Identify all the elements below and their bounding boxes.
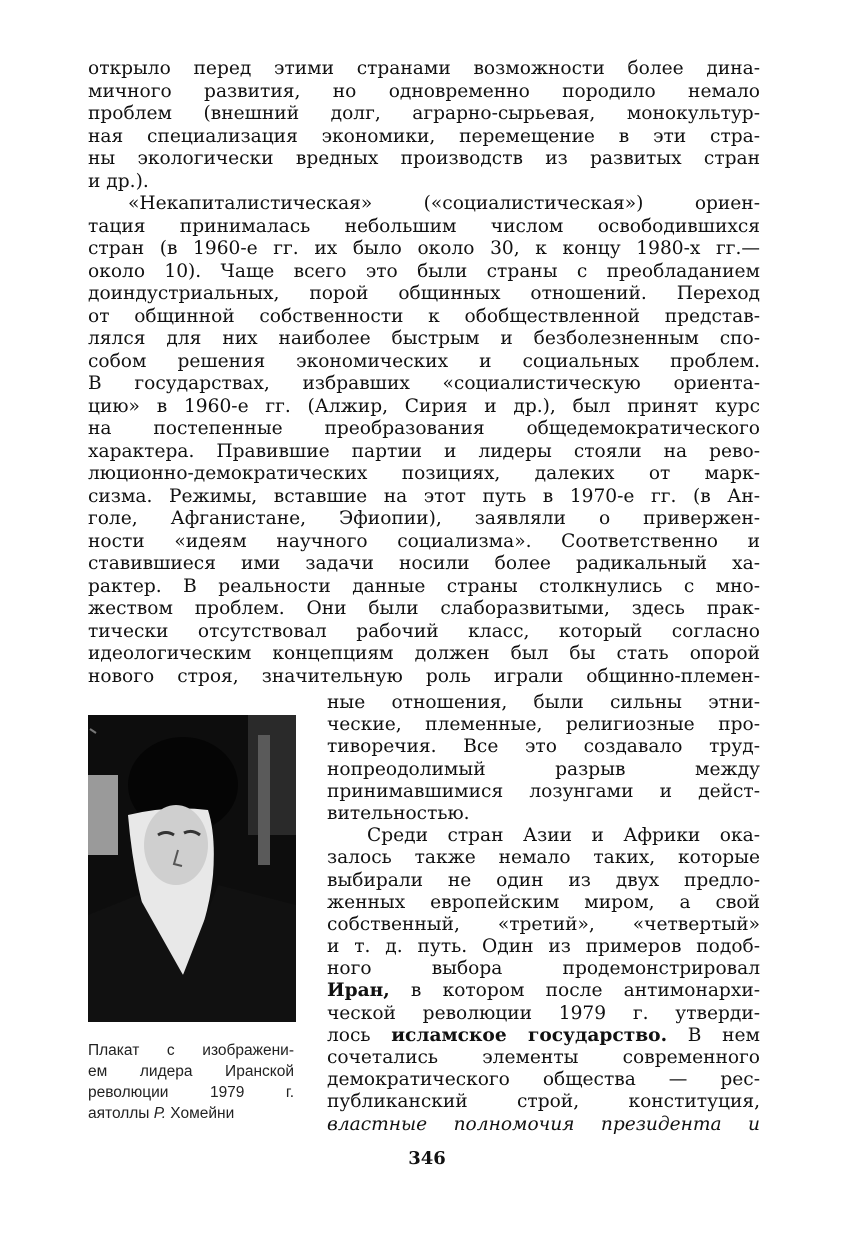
text-segment: сочетались элементы современного	[327, 1047, 760, 1068]
text-segment: собом решения экономических и социальных проблем.	[88, 350, 760, 372]
text-line	[327, 870, 760, 892]
text-segment: ности «идеям научного социализма». Соответственно и	[88, 530, 760, 552]
text-segment: люционно-демократических позициях, далеких от марк-	[88, 463, 760, 484]
text-segment: Среди стран Азии и Африки ока-	[367, 825, 760, 847]
page-number: 346	[408, 1148, 446, 1169]
text-line	[327, 892, 760, 914]
text-segment: ем лидера Иранской	[88, 1063, 294, 1080]
text-segment: вительностью.	[327, 802, 470, 824]
text-segment: ставившиеся ими задачи носили более радикальный ха-	[88, 553, 760, 574]
text-line	[88, 306, 760, 329]
text-segment: стран (в 1960-е гг. их было около 30, к концу 1980-х гг.—	[88, 238, 760, 259]
text-line	[88, 1082, 294, 1103]
text-line	[88, 58, 760, 81]
text-segment: революции 1979 г.	[88, 1084, 294, 1101]
text-line	[327, 1025, 760, 1047]
text-line	[327, 803, 760, 825]
text-segment: залось также немало таких, которые	[327, 847, 760, 869]
text-line	[327, 958, 760, 980]
text-segment: нового строя, значительную роль играли общинно-племен-	[88, 665, 760, 687]
text-line	[88, 373, 760, 396]
text-segment: демократического общества — рес-	[327, 1069, 760, 1091]
text-line	[88, 103, 760, 126]
text-line	[88, 463, 760, 486]
text-line	[88, 328, 760, 351]
text-segment: характера. Правившие партии и лидеры стояли на рево-	[88, 440, 760, 462]
text-line	[327, 1047, 760, 1069]
text-segment: Плакат с изображени-	[88, 1042, 294, 1059]
text-segment: и др.).	[88, 170, 149, 192]
text-segment: ны экологически вредных производств из развитых стран	[88, 148, 760, 169]
text-segment: рактер. В реальности данные страны столкнулись с мно-	[88, 575, 760, 597]
text-line	[88, 486, 760, 509]
text-segment: «Некапиталистическая» («социалистическая») ориен-	[128, 193, 760, 214]
text-line	[327, 759, 760, 781]
text-line	[327, 980, 760, 1002]
text-segment: ческие, племенные, религиозные про-	[327, 714, 760, 736]
text-segment: доиндустриальных, порой общинных отношений. Переход	[88, 283, 760, 304]
text-line	[327, 936, 760, 958]
text-line	[88, 1040, 294, 1061]
text-line	[88, 238, 760, 261]
text-line	[327, 1114, 760, 1136]
text-segment: В государствах, избравших «социалистическую ориента-	[88, 373, 760, 394]
text-segment: и т. д. путь. Один из примеров подоб-	[327, 936, 760, 958]
text-segment: тация принималась небольшим числом освободившихся	[88, 215, 760, 237]
portrait-image	[88, 715, 296, 1022]
text-segment: выбирали не один из двух предло-	[327, 869, 760, 891]
text-line	[88, 81, 760, 104]
text-segment: Хомейни	[166, 1105, 235, 1122]
text-segment: около 10). Чаще всего это были страны с преобладанием	[88, 260, 760, 282]
text-line	[327, 914, 760, 936]
text-line	[88, 553, 760, 576]
text-segment: проблем (внешний долг, аграрно-сырьевая, монокультур-	[88, 103, 760, 124]
text-segment: лялся для них наиболее быстрым и безболезненным спо-	[88, 328, 760, 349]
text-segment: на постепенные преобразования общедемократического	[88, 418, 760, 439]
bold-term: Иран,	[327, 980, 390, 1002]
text-segment: от общинной собственности к обобществленной представ-	[88, 305, 760, 327]
main-text-column	[88, 58, 760, 688]
text-segment: тически отсутствовал рабочий класс, который согласно	[88, 620, 760, 642]
italic-text: властные полномочия президента и	[327, 1113, 760, 1135]
text-segment: собственный, «третий», «четвертый»	[327, 913, 760, 935]
text-segment: В нем	[667, 1024, 760, 1046]
text-line	[88, 576, 760, 599]
text-segment: ная специализация экономики, перемещение в эти стра-	[88, 125, 760, 147]
text-segment: цию» в 1960-е гг. (Алжир, Сирия и др.), был принят курс	[88, 395, 760, 417]
text-line	[88, 531, 760, 554]
text-segment: тиворечия. Все это создавало труд-	[327, 736, 760, 758]
italic-text: Р.	[153, 1105, 166, 1122]
bold-term: исламское государство.	[391, 1024, 668, 1046]
text-line	[327, 781, 760, 803]
text-line	[88, 261, 760, 284]
text-line	[327, 825, 760, 847]
text-line	[88, 396, 760, 419]
text-segment: открыло перед этими странами возможности более дина-	[88, 58, 760, 79]
text-line	[88, 666, 760, 689]
text-segment: лось	[327, 1024, 392, 1046]
photo-caption	[88, 1040, 294, 1124]
text-segment: аятоллы	[88, 1105, 154, 1122]
text-line	[88, 418, 760, 441]
text-line	[88, 508, 760, 531]
khomeini-poster-photo	[88, 715, 296, 1022]
text-line	[327, 714, 760, 736]
text-line	[327, 1069, 760, 1091]
text-segment: женных европейским миром, а свой	[327, 891, 760, 913]
text-segment: голе, Афганистане, Эфиопии), заявляли о привержен-	[88, 508, 760, 529]
text-line	[327, 1091, 760, 1113]
text-line	[88, 1061, 294, 1082]
right-text-column	[327, 692, 760, 1136]
text-segment: ного выбора продемонстрировал	[327, 958, 760, 980]
text-line	[327, 847, 760, 869]
text-line	[88, 643, 760, 666]
text-line	[88, 1103, 294, 1124]
text-line	[88, 283, 760, 306]
text-line	[327, 692, 760, 714]
text-line	[327, 736, 760, 758]
text-segment: публиканский строй, конституция,	[327, 1091, 760, 1113]
text-segment: в котором после антимонархи-	[389, 980, 760, 1002]
text-line	[88, 351, 760, 374]
text-segment: ческой революции 1979 г. утверди-	[327, 1002, 760, 1024]
text-segment: жеством проблем. Они были слаборазвитыми, здесь прак-	[88, 598, 760, 619]
text-segment: идеологическим концепциям должен был бы стать опорой	[88, 643, 760, 664]
text-line	[88, 126, 760, 149]
text-segment: нопреодолимый разрыв между	[327, 758, 760, 780]
text-line	[88, 148, 760, 171]
text-segment: ные отношения, были сильны этни-	[327, 692, 760, 713]
text-line	[88, 441, 760, 464]
text-line	[88, 171, 760, 194]
text-line	[88, 193, 760, 216]
text-segment: принимавшимися лозунгами и дейст-	[327, 780, 760, 802]
text-line	[88, 216, 760, 239]
text-segment: сизма. Режимы, вставшие на этот путь в 1970-е гг. (в Ан-	[88, 485, 760, 507]
text-line	[88, 621, 760, 644]
text-line	[88, 598, 760, 621]
text-line	[327, 1003, 760, 1025]
text-segment: мичного развития, но одновременно породило немало	[88, 80, 760, 102]
